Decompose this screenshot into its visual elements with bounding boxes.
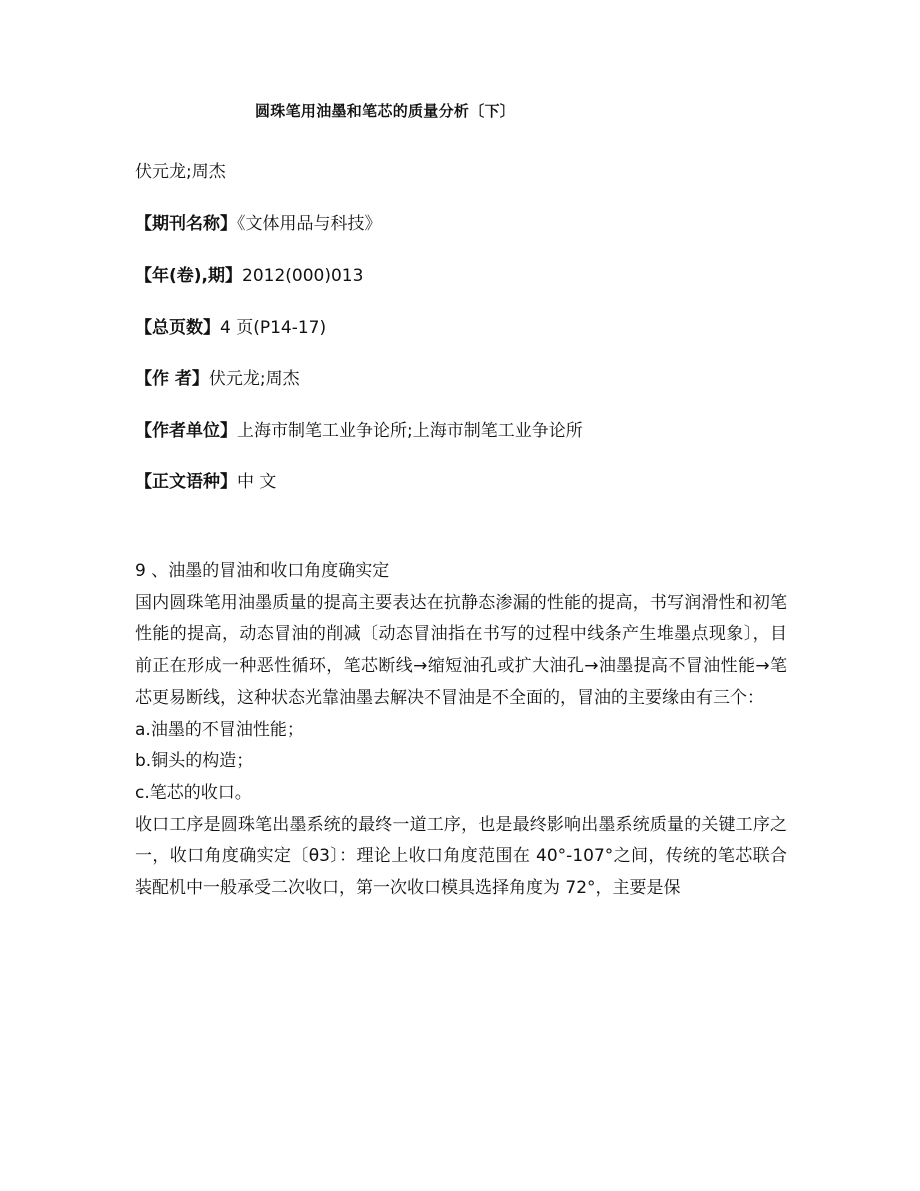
meta-volume [135,264,363,288]
meta-journal [135,212,382,236]
meta-authors [135,367,300,391]
meta-pages [135,316,326,340]
paragraph: 国内圆珠笔用油墨质量的提高主要表达在抗静态渗漏的性能的提高，书写润滑性和初笔性能的提高，动态冒油的削减〔动态冒油指在书写的过程中线条产生堆墨点现象〕，目前正在形成一种恶性循环，笔芯断线→缩短油孔或扩大油孔→油墨提高不冒油性能→笔芯更易断线，这种状态光靠油墨去解决不冒油是不全面的，冒油的主要缘由有三个： [135,592,787,708]
paragraph: 收口工序是圆珠笔出墨系统的最终一道工序，也是最终影响出墨系统质量的关键工序之一，收口角度确实定〔θ3〕：理论上收口角度范围在 40°-107°之间，传统的笔芯联合装配机中一般承受二次收口，第一次收口模具选择角度为 72°，主要是保 [135,814,787,899]
list-item: c.笔芯的收口。 [135,782,252,803]
meta-value: 伏元龙;周杰 [208,369,300,389]
meta-value: 上海市制笔工业争论所;上海市制笔工业争论所 [237,421,583,441]
list-item: b.铜头的构造； [135,751,254,772]
meta-value: 中 文 [237,472,277,492]
meta-label: 【正文语种】 [135,472,237,492]
meta-label: 【作者单位】 [135,421,237,441]
document-title: 圆珠笔用油墨和笔芯的质量分析〔下〕 [255,102,516,120]
meta-value: 《文体用品与科技》 [237,214,382,234]
meta-value: 2012(000)013 [242,266,364,286]
meta-language [135,470,276,494]
authors-line: 伏元龙;周杰 [135,162,226,182]
meta-label: 【总页数】 [135,318,220,338]
meta-affiliation [135,419,583,443]
meta-label: 【作 者】 [135,369,209,389]
section-heading: 9 、油墨的冒油和收口角度确实定 [135,561,390,581]
list-item: a.油墨的不冒油性能； [135,719,304,740]
meta-label: 【期刊名称】 [135,214,237,234]
meta-label: 【年(卷),期】 [135,266,242,286]
body-text [135,556,787,905]
meta-value: 4 页(P14-17) [220,318,327,338]
